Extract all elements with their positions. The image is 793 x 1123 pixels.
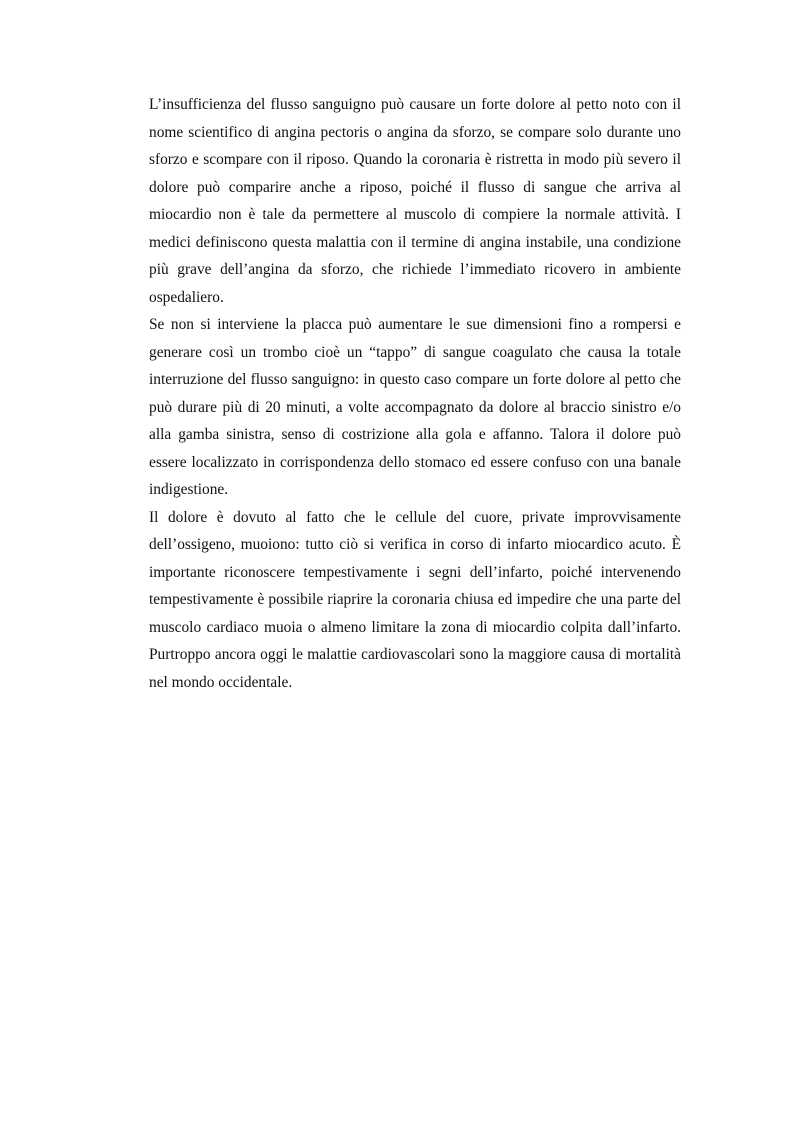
paragraph-infarto: Il dolore è dovuto al fatto che le cellule del cuore, private improvvisamente dell’ossigeno, muoiono: tutto ciò si verifica in corso di infarto miocardico acuto. È importante riconoscere tempestivamente i segni dell’infarto, poiché intervenendo tempestivamente è possibile riaprire la coronaria chiusa ed impedire che una parte del muscolo cardiaco muoia o almeno limitare la zona di miocardio colpita dall’infarto. Purtroppo ancora oggi le malattie cardiovascolari sono la maggiore causa di mortalità nel mondo occidentale.	[149, 508, 681, 691]
body-text	[149, 91, 681, 696]
paragraph-angina: L’insufficienza del flusso sanguigno può causare un forte dolore al petto noto con il nome scientifico di angina pectoris o angina da sforzo, se compare solo durante uno sforzo e scompare con il riposo. Quando la coronaria è ristretta in modo più severo il dolore può comparire anche a riposo, poiché il flusso di sangue che arriva al miocardio non è tale da permettere al muscolo di compiere la normale attività. I medici definiscono questa malattia con il termine di angina instabile, una condizione più grave dell’angina da sforzo, che richiede l’immediato ricovero in ambiente ospedaliero.	[149, 96, 681, 306]
paragraph-trombo: Se non si interviene la placca può aumentare le sue dimensioni fino a rompersi e generare così un trombo cioè un “tappo” di sangue coagulato che causa la totale interruzione del flusso sanguigno: in questo caso compare un forte dolore al petto che può durare più di 20 minuti, a volte accompagnato da dolore al braccio sinistro e/o alla gamba sinistra, senso di costrizione alla gola e affanno. Talora il dolore può essere localizzato in corrispondenza dello stomaco ed essere confuso con una banale indigestione.	[149, 316, 681, 498]
